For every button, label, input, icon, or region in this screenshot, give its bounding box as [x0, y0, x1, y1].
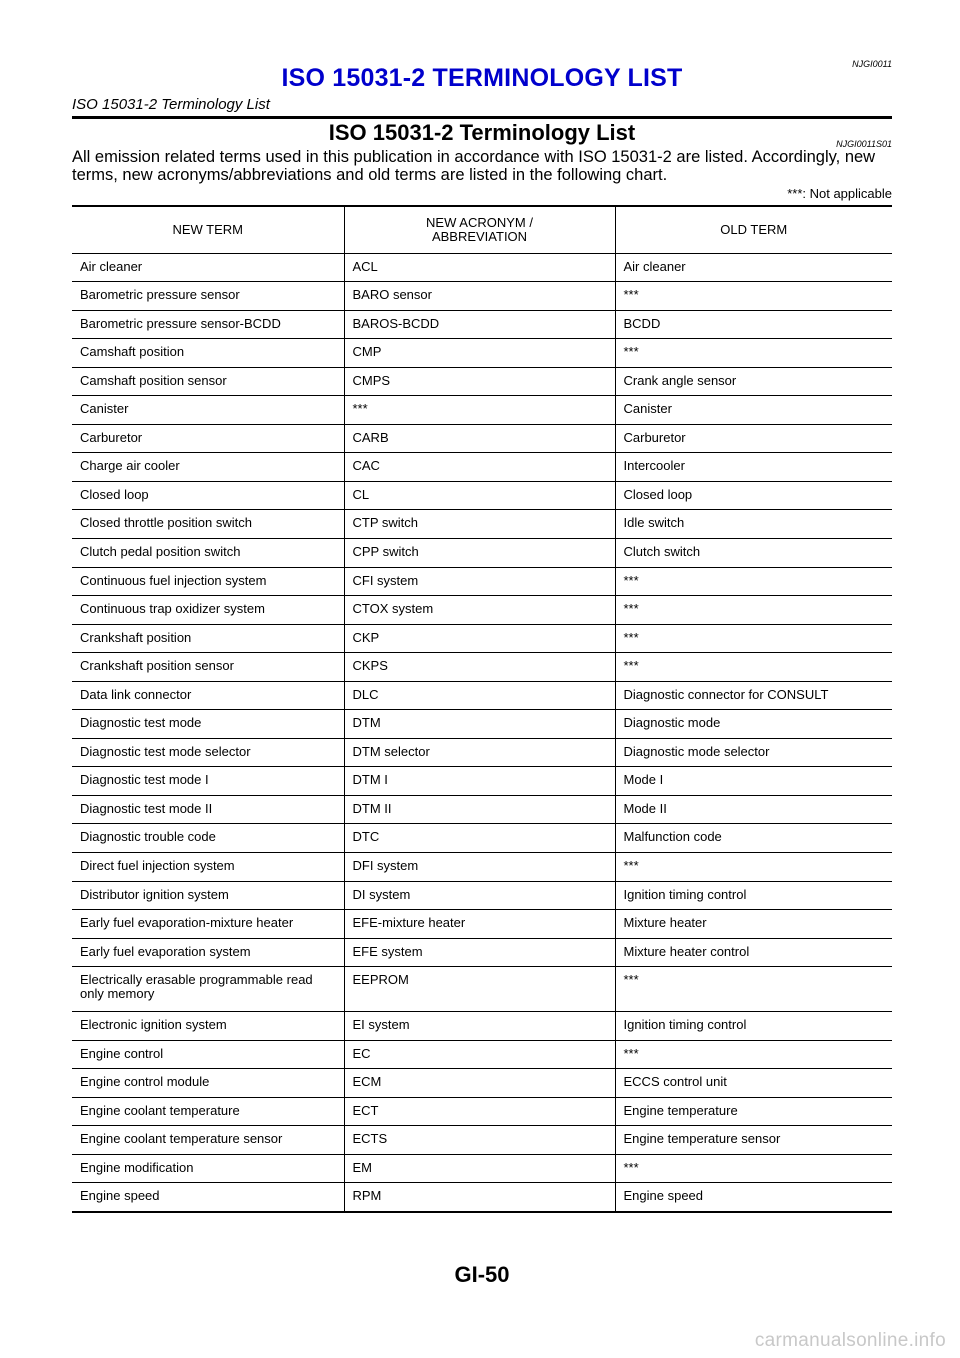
cell-old-term: Ignition timing control [615, 1012, 892, 1041]
header-new-acronym-text: NEW ACRONYM / ABBREVIATION [426, 214, 533, 244]
cell-new-acronym: CKPS [344, 653, 615, 682]
cell-old-term: Engine speed [615, 1183, 892, 1212]
cell-new-term: Air cleaner [72, 253, 344, 282]
table-row [72, 767, 892, 796]
cell-new-term: Canister [72, 396, 344, 425]
cell-old-term: Diagnostic mode selector [615, 738, 892, 767]
cell-old-term: *** [615, 567, 892, 596]
cell-new-acronym: CPP switch [344, 538, 615, 567]
cell-new-acronym: DTC [344, 824, 615, 853]
cell-new-acronym: EFE-mixture heater [344, 910, 615, 939]
cell-new-acronym: DLC [344, 681, 615, 710]
cell-new-term: Direct fuel injection system [72, 852, 344, 881]
cell-old-term: *** [615, 596, 892, 625]
section-code: NJGI0011S01 [836, 139, 892, 149]
cell-old-term: *** [615, 624, 892, 653]
cell-new-acronym: CAC [344, 453, 615, 482]
table-row [72, 824, 892, 853]
cell-new-term: Engine coolant temperature sensor [72, 1126, 344, 1155]
table-row [72, 624, 892, 653]
cell-old-term: Clutch switch [615, 538, 892, 567]
table-row [72, 453, 892, 482]
cell-old-term: Mode II [615, 795, 892, 824]
table-row [72, 1097, 892, 1126]
table-body [72, 253, 892, 1212]
cell-new-term: Carburetor [72, 424, 344, 453]
cell-new-acronym: DI system [344, 881, 615, 910]
table-header-row [72, 206, 892, 253]
cell-new-term: Distributor ignition system [72, 881, 344, 910]
cell-old-term: BCDD [615, 310, 892, 339]
cell-new-acronym: CFI system [344, 567, 615, 596]
cell-new-term: Electronic ignition system [72, 1012, 344, 1041]
cell-old-term: Engine temperature [615, 1097, 892, 1126]
cell-new-acronym: ACL [344, 253, 615, 282]
cell-new-term: Charge air cooler [72, 453, 344, 482]
cell-new-term: Engine modification [72, 1154, 344, 1183]
section-heading: ISO 15031-2 Terminology List [328, 120, 636, 145]
header-new-acronym [344, 206, 615, 253]
cell-new-term: Continuous trap oxidizer system [72, 596, 344, 625]
cell-new-acronym: EM [344, 1154, 615, 1183]
cell-old-term: Canister [615, 396, 892, 425]
page-title: ISO 15031-2 TERMINOLOGY LIST [281, 64, 683, 92]
cell-new-term: Early fuel evaporation system [72, 938, 344, 967]
table-row [72, 510, 892, 539]
cell-old-term: Ignition timing control [615, 881, 892, 910]
table-row [72, 1154, 892, 1183]
table-row [72, 938, 892, 967]
cell-new-term: Diagnostic trouble code [72, 824, 344, 853]
table-row [72, 253, 892, 282]
cell-new-term: Crankshaft position sensor [72, 653, 344, 682]
cell-new-acronym: EI system [344, 1012, 615, 1041]
cell-new-term: Early fuel evaporation-mixture heater [72, 910, 344, 939]
cell-new-acronym: CL [344, 481, 615, 510]
cell-new-acronym: *** [344, 396, 615, 425]
cell-new-term: Diagnostic test mode II [72, 795, 344, 824]
watermark: carmanualsonline.info [754, 1330, 946, 1351]
table-row [72, 596, 892, 625]
cell-new-acronym: CTP switch [344, 510, 615, 539]
table-row [72, 881, 892, 910]
cell-new-term: Diagnostic test mode I [72, 767, 344, 796]
cell-old-term: Idle switch [615, 510, 892, 539]
table-row [72, 567, 892, 596]
cell-old-term: Intercooler [615, 453, 892, 482]
cell-old-term: *** [615, 1154, 892, 1183]
table-row [72, 396, 892, 425]
table-row [72, 538, 892, 567]
cell-new-term: Engine control module [72, 1069, 344, 1098]
cell-new-term: Electrically erasable programmable read only memory [72, 967, 344, 1012]
cell-old-term: Engine temperature sensor [615, 1126, 892, 1155]
cell-new-acronym: CARB [344, 424, 615, 453]
cell-new-term: Closed loop [72, 481, 344, 510]
table-row [72, 795, 892, 824]
table-row [72, 310, 892, 339]
cell-old-term: Diagnostic mode [615, 710, 892, 739]
cell-old-term: *** [615, 852, 892, 881]
cell-new-term: Barometric pressure sensor [72, 282, 344, 311]
cell-old-term: *** [615, 967, 892, 1012]
cell-old-term: Closed loop [615, 481, 892, 510]
table-row [72, 1183, 892, 1212]
cell-old-term: Carburetor [615, 424, 892, 453]
cell-new-acronym: EC [344, 1040, 615, 1069]
table-row [72, 481, 892, 510]
cell-new-term: Crankshaft position [72, 624, 344, 653]
cell-new-term: Camshaft position sensor [72, 367, 344, 396]
cell-new-term: Closed throttle position switch [72, 510, 344, 539]
cell-new-acronym: BARO sensor [344, 282, 615, 311]
cell-old-term: *** [615, 653, 892, 682]
cell-old-term: *** [615, 339, 892, 368]
section-code-top: NJGI0011 [852, 59, 892, 69]
cell-old-term: Diagnostic connector for CONSULT [615, 681, 892, 710]
page-number: GI-50 [454, 1262, 510, 1287]
table-row [72, 852, 892, 881]
cell-old-term: Mixture heater control [615, 938, 892, 967]
cell-old-term: Air cleaner [615, 253, 892, 282]
cell-old-term: Crank angle sensor [615, 367, 892, 396]
cell-old-term: Mode I [615, 767, 892, 796]
table-row [72, 367, 892, 396]
cell-new-term: Data link connector [72, 681, 344, 710]
table-row [72, 424, 892, 453]
cell-new-acronym: DTM selector [344, 738, 615, 767]
cell-old-term: ECCS control unit [615, 1069, 892, 1098]
table-row [72, 1069, 892, 1098]
cell-new-acronym: ECTS [344, 1126, 615, 1155]
table-row [72, 1126, 892, 1155]
table-row [72, 653, 892, 682]
cell-new-acronym: CMP [344, 339, 615, 368]
cell-old-term: Malfunction code [615, 824, 892, 853]
table-row [72, 339, 892, 368]
cell-old-term: *** [615, 1040, 892, 1069]
cell-new-acronym: CMPS [344, 367, 615, 396]
cell-new-acronym: ECM [344, 1069, 615, 1098]
cell-new-term: Engine speed [80, 1188, 160, 1204]
header-rule [72, 116, 892, 119]
table-row [72, 910, 892, 939]
not-applicable-note: ***: Not applicable [787, 186, 892, 201]
cell-new-term: Engine control [72, 1040, 344, 1069]
table-row [72, 681, 892, 710]
header-old-term: OLD TERM [615, 206, 892, 253]
cell-new-acronym: DTM [344, 710, 615, 739]
cell-new-term: Clutch pedal position switch [72, 538, 344, 567]
cell-new-term: Engine coolant temperature [72, 1097, 344, 1126]
terminology-table [72, 205, 892, 1213]
cell-new-acronym: DTM I [344, 767, 615, 796]
cell-old-term: *** [615, 282, 892, 311]
table-row [72, 967, 892, 1012]
table-row [72, 1040, 892, 1069]
table-row [72, 710, 892, 739]
cell-new-acronym: RPM [344, 1183, 615, 1212]
page-subtitle: ISO 15031-2 Terminology List [72, 96, 270, 113]
cell-new-acronym: ECT [344, 1097, 615, 1126]
cell-new-acronym: EEPROM [344, 967, 615, 1012]
intro-paragraph: All emission related terms used in this publication in accordance with ISO 15031-2 are listed. Accordingly, new terms, new acronyms/abbreviations and old terms are listed in the following chart. [72, 148, 876, 184]
cell-new-term: Diagnostic test mode selector [72, 738, 344, 767]
table-row [72, 1012, 892, 1041]
cell-new-acronym: DTM II [344, 795, 615, 824]
cell-new-term: Continuous fuel injection system [72, 567, 344, 596]
table-row [72, 738, 892, 767]
cell-new-term: Barometric pressure sensor-BCDD [72, 310, 344, 339]
cell-new-acronym: BAROS-BCDD [344, 310, 615, 339]
cell-new-term: Camshaft position [72, 339, 344, 368]
cell-new-acronym: CKP [344, 624, 615, 653]
cell-new-acronym: DFI system [344, 852, 615, 881]
cell-new-term: Diagnostic test mode [72, 710, 344, 739]
cell-old-term: Mixture heater [615, 910, 892, 939]
header-new-term: NEW TERM [72, 206, 344, 253]
table-row [72, 282, 892, 311]
cell-new-acronym: EFE system [344, 938, 615, 967]
cell-new-acronym: CTOX system [344, 596, 615, 625]
